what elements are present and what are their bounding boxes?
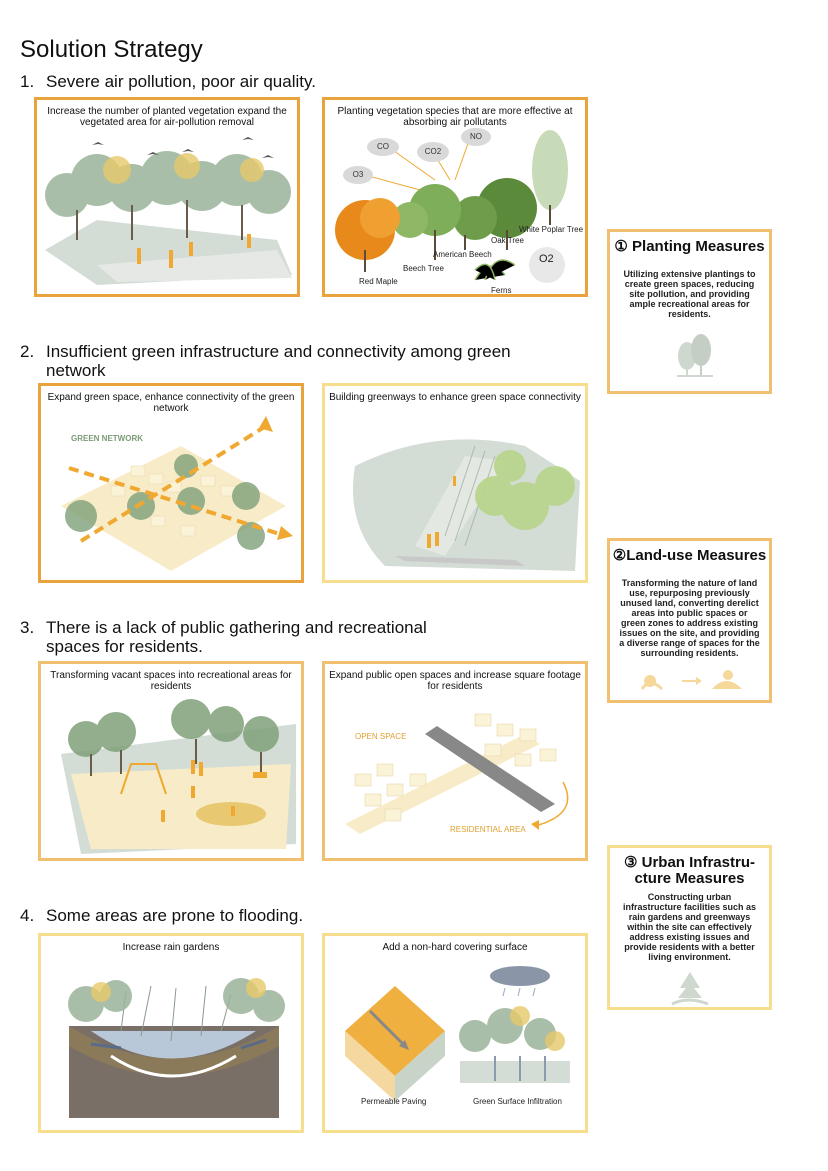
section-heading-cont: network <box>46 361 106 380</box>
pollutant-o3-label: O3 <box>343 166 373 184</box>
red-maple-label: Red Maple <box>359 277 398 286</box>
panel-greenways <box>322 383 588 583</box>
green-network-illustration <box>41 386 301 580</box>
pollutant-co-label: CO <box>367 138 399 156</box>
section-number: 4. <box>20 906 35 925</box>
panel-public-open-spaces <box>322 661 588 861</box>
panel-caption: Transforming vacant spaces into recreational areas for residents <box>50 670 292 692</box>
section-heading-text: Some areas are prone to flooding. <box>46 906 304 925</box>
tree-path-icon <box>670 970 710 1006</box>
section-4-heading <box>20 906 580 925</box>
green-infiltration-label: Green Surface Infiltration <box>473 1097 562 1106</box>
section-heading-text: There is a lack of public gathering and recreational <box>46 618 427 637</box>
panel-caption: Planting vegetation species that are more effective at absorbing air pollutants <box>337 106 573 128</box>
section-number: 1. <box>20 72 35 91</box>
section-heading-text: Insufficient green infrastructure and connectivity among green <box>46 342 511 361</box>
panel-caption: Expand public open spaces and increase square footage for residents <box>329 670 581 692</box>
measure-title: ③ Urban Infrastru- <box>624 854 755 871</box>
panel-caption: Expand green space, enhance connectivity of the green network <box>47 392 295 414</box>
rain-garden-illustration <box>41 936 301 1130</box>
oak-tree-label: Oak Tree <box>491 236 524 245</box>
section-1-heading <box>20 72 580 91</box>
white-poplar-label: White Poplar Tree <box>519 225 584 234</box>
page-title: Solution Strategy <box>20 36 203 63</box>
recreation-illustration <box>41 664 301 858</box>
section-heading-cont: spaces for residents. <box>46 637 203 656</box>
vegetation-illustration <box>37 100 297 294</box>
panel-caption: Increase the number of planted vegetation expand the vegetated area for air-pollution removal <box>47 106 287 128</box>
section-number: 2. <box>20 342 35 361</box>
measure-description: Utilizing extensive plantings to create green spaces, reducing site pollution, and providing ample recreational areas for residents. <box>623 269 756 319</box>
panel-caption: Add a non-hard covering surface <box>382 942 528 953</box>
panel-planted-vegetation <box>34 97 300 297</box>
measure-description: Transforming the nature of land use, repurposing previously unused land, converting derelict areas into public spaces or green zones to address existing issues on the site, and providing a diverse range of spaces for the surrounding residents. <box>619 578 760 658</box>
measure-land-use <box>607 538 772 703</box>
permeable-paving-label: Permeable Paving <box>361 1097 427 1106</box>
panel-rain-gardens <box>38 933 304 1133</box>
oxygen-label: O2 <box>539 253 554 265</box>
pollutant-co2-label: CO2 <box>417 142 449 162</box>
panel-recreational-areas <box>38 661 304 861</box>
panel-caption: Increase rain gardens <box>122 942 220 953</box>
open-space-label: OPEN SPACE <box>355 732 407 741</box>
section-3-heading <box>20 618 580 656</box>
panel-effective-species <box>322 97 588 297</box>
land-transform-icon <box>638 667 748 695</box>
beech-tree-label: Beech Tree <box>403 264 444 273</box>
trees-icon <box>675 332 715 378</box>
panel-non-hard-surface <box>322 933 588 1133</box>
section-2-heading <box>20 342 580 380</box>
american-beech-label: American Beech <box>433 250 492 259</box>
measure-title: ① Planting Measures <box>614 238 765 255</box>
measure-title: ②Land-use Measures <box>612 547 767 564</box>
ferns-label: Ferns <box>491 286 512 295</box>
measure-planting <box>607 229 772 394</box>
greenway-illustration <box>325 386 585 580</box>
residential-area-label: RESIDENTIAL AREA <box>450 825 526 834</box>
panel-caption: Building greenways to enhance green space connectivity <box>329 392 581 403</box>
section-heading-text: Severe air pollution, poor air quality. <box>46 72 316 91</box>
section-number: 3. <box>20 618 35 637</box>
pollutant-no-label: NO <box>461 128 491 146</box>
measure-description: Constructing urban infrastructure facilities such as rain gardens and greenways within the site can effectively address existing issues and provide residents with a better living environment. <box>622 892 757 962</box>
panel-green-network <box>38 383 304 583</box>
measure-urban-infrastructure <box>607 845 772 1010</box>
measure-title-cont: cture Measures <box>634 870 745 887</box>
green-network-label: GREEN NETWORK <box>71 434 143 443</box>
